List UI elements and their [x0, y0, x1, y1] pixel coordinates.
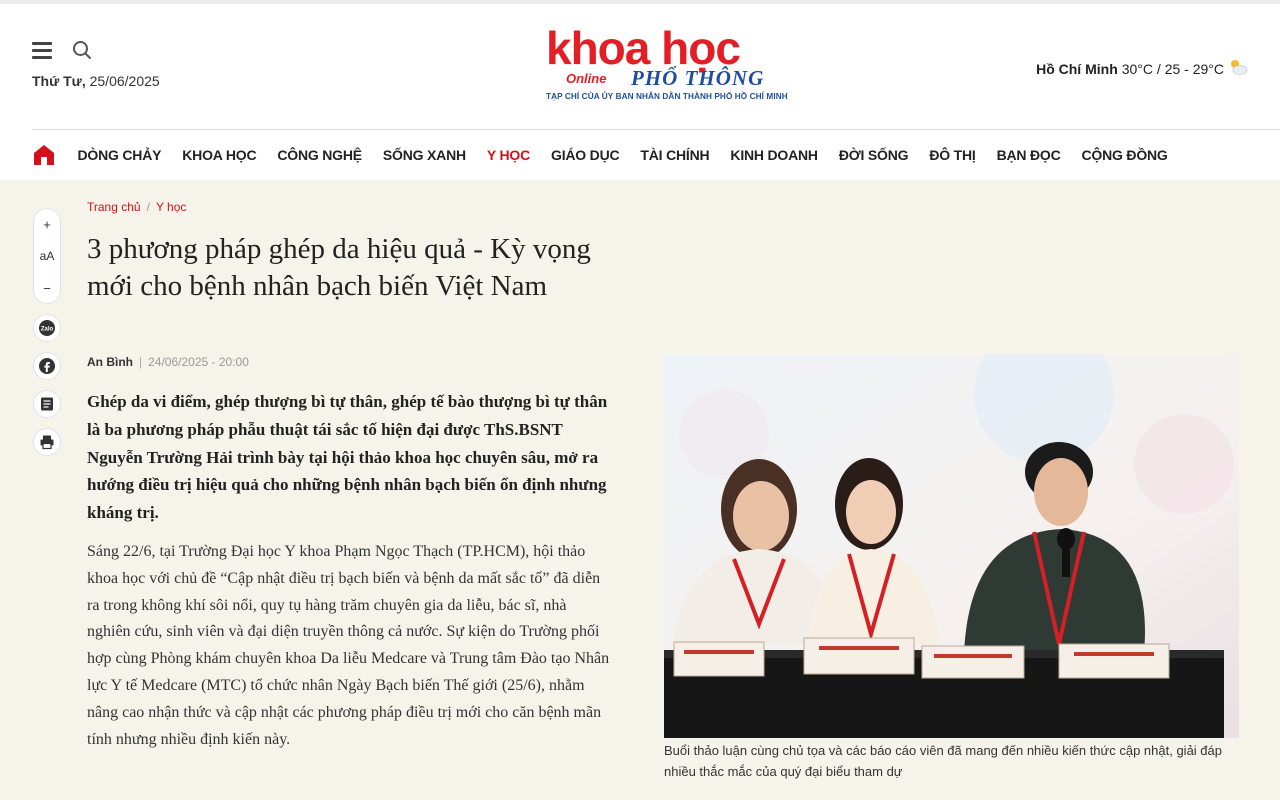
- article-title: 3 phương pháp ghép da hiệu quả - Kỳ vọng mới cho bệnh nhân bạch biến Việt Nam: [87, 233, 591, 302]
- date-weekday: Thứ Tư,: [32, 73, 86, 89]
- photo-caption: Buổi thảo luận cùng chủ tọa và các báo cáo viên đã mang đến nhiều kiến thức cập nhật, giải đáp nhiều thắc mắc của quý đại biểu tham dự: [664, 743, 1222, 779]
- date-value: 25/06/2025: [89, 73, 160, 89]
- article-lead: Ghép da vi điểm, ghép thượng bì tự thân, ghép tế bào thượng bì tự thân là ba phương pháp phẫu thuật tái sắc tố hiện đại được ThS.BSNT Nguyễn Trường Hải trình bày tại hội thảo khoa học chuyên sâu, mở ra hướng điều trị hiệu quả cho những bệnh nhân bạch biến ổn định nhưng kháng trị.: [87, 392, 608, 523]
- zoom-out-icon[interactable]: −: [34, 275, 60, 301]
- article-time: 24/06/2025 - 20:00: [148, 355, 249, 369]
- search-icon[interactable]: [72, 40, 94, 62]
- site-header: [0, 4, 1280, 130]
- nav-item-cộng-đồng[interactable]: CỘNG ĐỒNG: [1081, 147, 1168, 163]
- nav-item-đô-thị[interactable]: ĐÔ THỊ: [929, 147, 976, 163]
- font-size-tools: [33, 208, 61, 304]
- article-meta: [87, 355, 249, 369]
- article-photo[interactable]: [664, 354, 1239, 738]
- breadcrumb-home[interactable]: Trang chủ: [87, 200, 141, 214]
- nav-item-giáo-dục[interactable]: GIÁO DỤC: [551, 147, 620, 163]
- nav-item-bạn-đọc[interactable]: BẠN ĐỌC: [996, 147, 1061, 163]
- nav-item-y-học[interactable]: Y HỌC: [486, 147, 531, 163]
- nav-item-công-nghệ[interactable]: CÔNG NGHỆ: [277, 147, 362, 163]
- weather-temp: 30°C / 25 - 29°C: [1121, 60, 1224, 77]
- meta-separator: |: [139, 355, 143, 369]
- article-tools: [33, 208, 61, 466]
- current-date: [32, 73, 160, 89]
- comment-icon[interactable]: [33, 390, 61, 418]
- partly-cloudy-icon: [1228, 58, 1248, 79]
- breadcrumb: [87, 200, 186, 214]
- logo-pho-thong-text: PHỔ THÔNG: [631, 66, 765, 90]
- nav-list: [67, 130, 1178, 180]
- nav-item-sống-xanh[interactable]: SỐNG XANH: [382, 147, 466, 163]
- zalo-label: Zalo: [40, 326, 54, 333]
- hamburger-menu-icon[interactable]: [32, 42, 54, 60]
- logo-main-text: khoa học: [546, 22, 740, 74]
- zalo-share-icon[interactable]: [33, 314, 61, 342]
- print-icon[interactable]: [33, 428, 61, 456]
- nav-item-đời-sống[interactable]: ĐỜI SỐNG: [838, 147, 909, 163]
- nav-item-kinh-doanh[interactable]: KINH DOANH: [730, 147, 818, 163]
- breadcrumb-section[interactable]: Y học: [155, 200, 187, 214]
- nav-item-tài-chính[interactable]: TÀI CHÍNH: [640, 147, 710, 163]
- breadcrumb-separator: /: [146, 200, 150, 214]
- home-icon[interactable]: [33, 144, 55, 166]
- site-logo[interactable]: [546, 22, 788, 108]
- article-paragraph: Sáng 22/6, tại Trường Đại học Y khoa Phạm Ngọc Thạch (TP.HCM), hội thảo khoa học với chủ đề “Cập nhật điều trị bạch biến và bệnh da mất sắc tố” đã diễn ra trong không khí sôi nổi, quy tụ hàng trăm chuyên gia da liễu, bác sĩ, nhà nghiên cứu, sinh viên và đại diện truyền thông cả nước. Sự kiện do Trường phối hợp cùng Phòng khám chuyên khoa Da liễu Medcare và Trung tâm Đào tạo Nhân lực Y tế Medcare (MTC) tổ chức nhân Ngày Bạch biến Thế giới (25/6), nhằm nâng cao nhận thức và cập nhật các phương pháp điều trị mới cho căn bệnh mãn tính nhưng nhiều định kiến này.: [87, 543, 610, 748]
- zoom-in-icon[interactable]: +: [34, 211, 60, 237]
- weather-widget: [1036, 58, 1248, 79]
- nav-item-dòng-chảy[interactable]: DÒNG CHẢY: [77, 147, 162, 163]
- facebook-share-icon[interactable]: [33, 352, 61, 380]
- main-nav: [0, 130, 1280, 180]
- logo-subtitle: TẠP CHÍ CỦA ỦY BAN NHÂN DÂN THÀNH PHỐ HỒ CHÍ MINH: [546, 92, 788, 101]
- nav-item-khoa-học[interactable]: KHOA HỌC: [182, 147, 257, 163]
- font-size-icon[interactable]: aA: [34, 243, 60, 269]
- logo-online-text: Online: [566, 71, 607, 86]
- weather-city: Hồ Chí Minh: [1036, 60, 1118, 77]
- article-author[interactable]: An Bình: [87, 355, 133, 369]
